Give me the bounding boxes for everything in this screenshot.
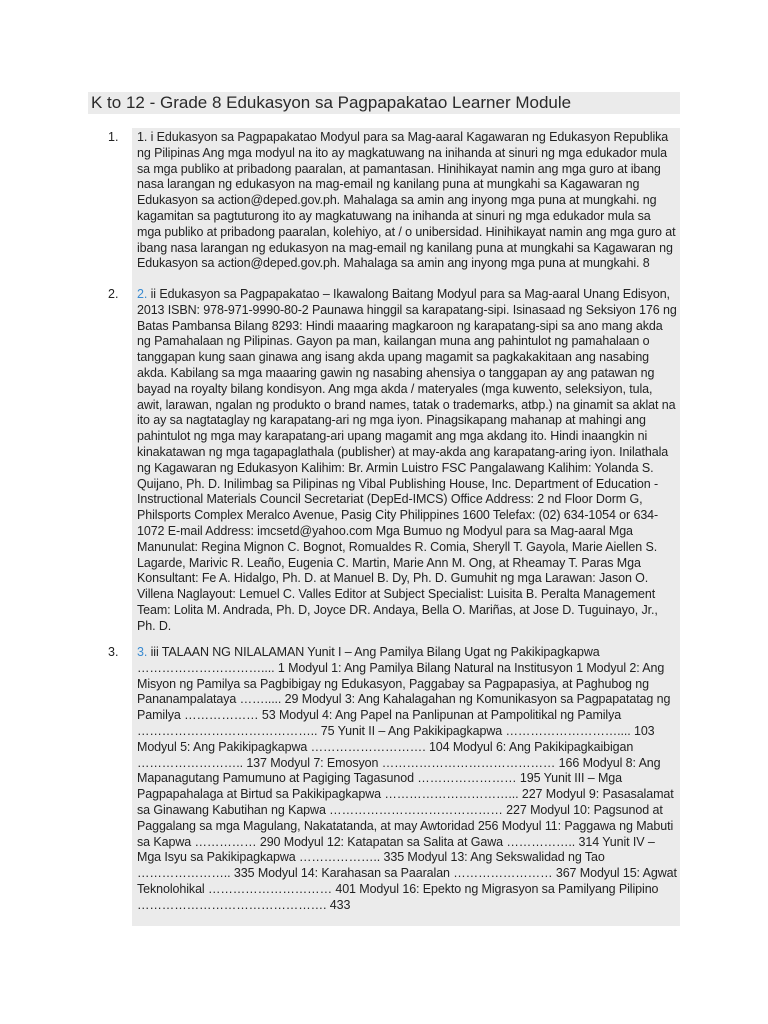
list-item-body: iii TALAAN NG NILALAMAN Yunit I – Ang Pamilya Bilang Ugat ng Pakikipagkapwa ………………………….... 1 Modyul 1: Ang Pamilya Bilang Natural na Institusyon 1 Modyul 2: Ang Misyon ng Pamilya sa Pagbibigay ng Edukasyon, Paggabay sa Pagpapasiya, at Paghubog ng Pananampalataya ……..... 29 Modyul 3: Ang Kahalagahan ng Komunikasyon sa Pagpapatatag ng Pamilya ……………… 53 Modyul 4: Ang Papel na Panlipunan at Pampolitikal ng Pamilya …………………………………….. 75 Yunit II – Ang Pakikipagkapwa ……………………….... 103 Modyul 5: Ang Pakikipagkapwa ………………………. 104 Modyul 6: Ang Pakikipagkaibigan …………………….. 137 Modyul 7: Emosyon …………………………………… 166 Modyul 8: Ang Mapanagutang Pamumuno at Pagiging Tagasunod …………………… 195 Yunit III – Mga Pagpapahalaga at Birtud sa Pakikipagkapwa …………………………... 227 Modyul 9: Pasasalamat sa Ginawang Kabutihan ng Kapwa …………………………………… 227 Modyul 10: Pagsunod at Paggalang sa mga Magulang, Nakatatanda, at may Awtoridad 256 Modyul 11: Paggawa ng Mabuti sa Kapwa …………… 290 Modyul 12: Katapatan sa Salita at Gawa …………….. 314 Yunit IV – Mga Isyu sa Pakikipagkapwa ……………….. 335 Modyul 13: Ang Sekswalidad ng Tao ………………….. 335 Modyul 14: Karahasan sa Paaralan …………………… 367 Modyul 15: Agwat Teknolohikal ………………………… 401 Modyul 16: Epekto ng Migrasyon sa Pamilyang Pilipino ………………………………………. 433 xyxy=(137,645,677,912)
list-item-number: 3. xyxy=(108,645,119,659)
list-item-text xyxy=(137,645,677,914)
list-item-body: i Edukasyon sa Pagpapakatao Modyul para sa Mag-aaral Kagawaran ng Edukasyon Republika ng Pilipinas Ang mga modyul na ito ay magkatuwang na inihanda at sinuri ng mga edukador mula sa mga publiko at pribadong paaralan, at pamantasan. Hinihikayat namin ang mga guro at ibang nasa larangan ng edukasyon na mag-email ng kanilang puna at mungkahi sa Kagawaran ng Edukasyon sa action@deped.gov.ph. Mahalaga sa amin ang inyong mga puna at mungkahi. ng kagamitan sa pagtuturong ito ay magkatuwang na inihanda at sinuri ng mga edukador mula sa mga publiko at pribadong paaralan, kolehiyo, at / o unibersidad. Hinihikayat namin ang mga guro at ibang nasa larangan ng edukasyon na mag-email ng kanilang puna at mungkahi sa Kagawaran ng Edukasyon sa action@deped.gov.ph. Mahalaga sa amin ang inyong mga puna at mungkahi. 8 xyxy=(137,130,676,271)
list-item xyxy=(108,287,680,635)
list-item xyxy=(108,645,680,914)
list-item-link[interactable]: 2. xyxy=(137,287,148,301)
list-item-link[interactable]: 3. xyxy=(137,645,148,659)
list-item-number: 1. xyxy=(108,130,119,144)
document-title: K to 12 - Grade 8 Edukasyon sa Pagpapakatao Learner Module xyxy=(91,93,572,112)
list-item-body: ii Edukasyon sa Pagpapakatao – Ikawalong Baitang Modyul para sa Mag-aaral Unang Edisyon, 2013 ISBN: 978-971-9990-80-2 Paunawa hinggil sa karapatang-sipi. Isinasaad ng Seksiyon 176 ng Batas Pambansa Bilang 8293: Hindi maaaring magkaroon ng karapatang-sipi sa ano mang akda ng Pamahalaan ng Pilipinas. Gayon pa man, kailangan muna ang pahintulot ng pamahalaan o tanggapan kung saan ginawa ang isang akda upang magamit sa pagkakakitaan ang nasabing akda. Kabilang sa mga maaaring gawin ng nasabing ahensiya o tanggapan ay ang patawan ng bayad na royalty bilang kondisyon. Ang mga akda / materyales (mga kuwento, seleksiyon, tula, awit, larawan, ngalan ng produkto o brand names, tatak o trademarks, atbp.) na ginamit sa aklat na ito ay sa nagtataglay ng karapatang-ari ng mga iyon. Pinagsikapang mahanap at mahingi ang pahintulot ng mga may karapatang-ari upang magamit ang mga akdang ito. Hindi inaangkin ni kinakatawan ng mga tagapaglathala (publisher) at may-akda ang karapatang-aring iyon. Inilathala ng Kagawaran ng Edukasyon Kalihim: Br. Armin Luistro FSC Pangalawang Kalihim: Yolanda S. Quijano, Ph. D. Inilimbag sa Pilipinas ng Vibal Publishing House, Inc. Department of Education - Instructional Materials Council Secretariat (DepEd-IMCS) Office Address: 2 nd Floor Dorm G, Philsports Complex Meralco Avenue, Pasig City Philippines 1600 Telefax: (02) 634-1054 or 634-1072 E-mail Address: imcsetd@yahoo.com Mga Bumuo ng Modyul para sa Mag-aaral Mga Manunulat: Regina Mignon C. Bognot, Romualdes R. Comia, Sheryll T. Gayola, Marie Aiellen S. Lagarde, Marivic R. Leaño, Eugenia C. Martin, Marie Ann M. Ong, at Rheamay T. Paras Mga Konsultant: Fe A. Hidalgo, Ph. D. at Manuel B. Dy, Ph. D. Gumuhit ng mga Larawan: Jason O. Villena Naglayout: Lemuel C. Valles Editor at Subject Specialist: Luisita B. Peralta Management Team: Lolita M. Andrada, Ph. D, Joyce DR. Andaya, Bella O. Mariñas, at Jose D. Tuguinayo, Jr., Ph. D. xyxy=(137,287,677,633)
list-item-lead: 1. xyxy=(137,130,148,144)
list-item-text xyxy=(137,287,677,635)
list-item-text xyxy=(137,130,677,272)
title-bar xyxy=(88,92,680,114)
document-list xyxy=(108,128,680,926)
list-item-number: 2. xyxy=(108,287,119,301)
list-item xyxy=(108,130,680,272)
